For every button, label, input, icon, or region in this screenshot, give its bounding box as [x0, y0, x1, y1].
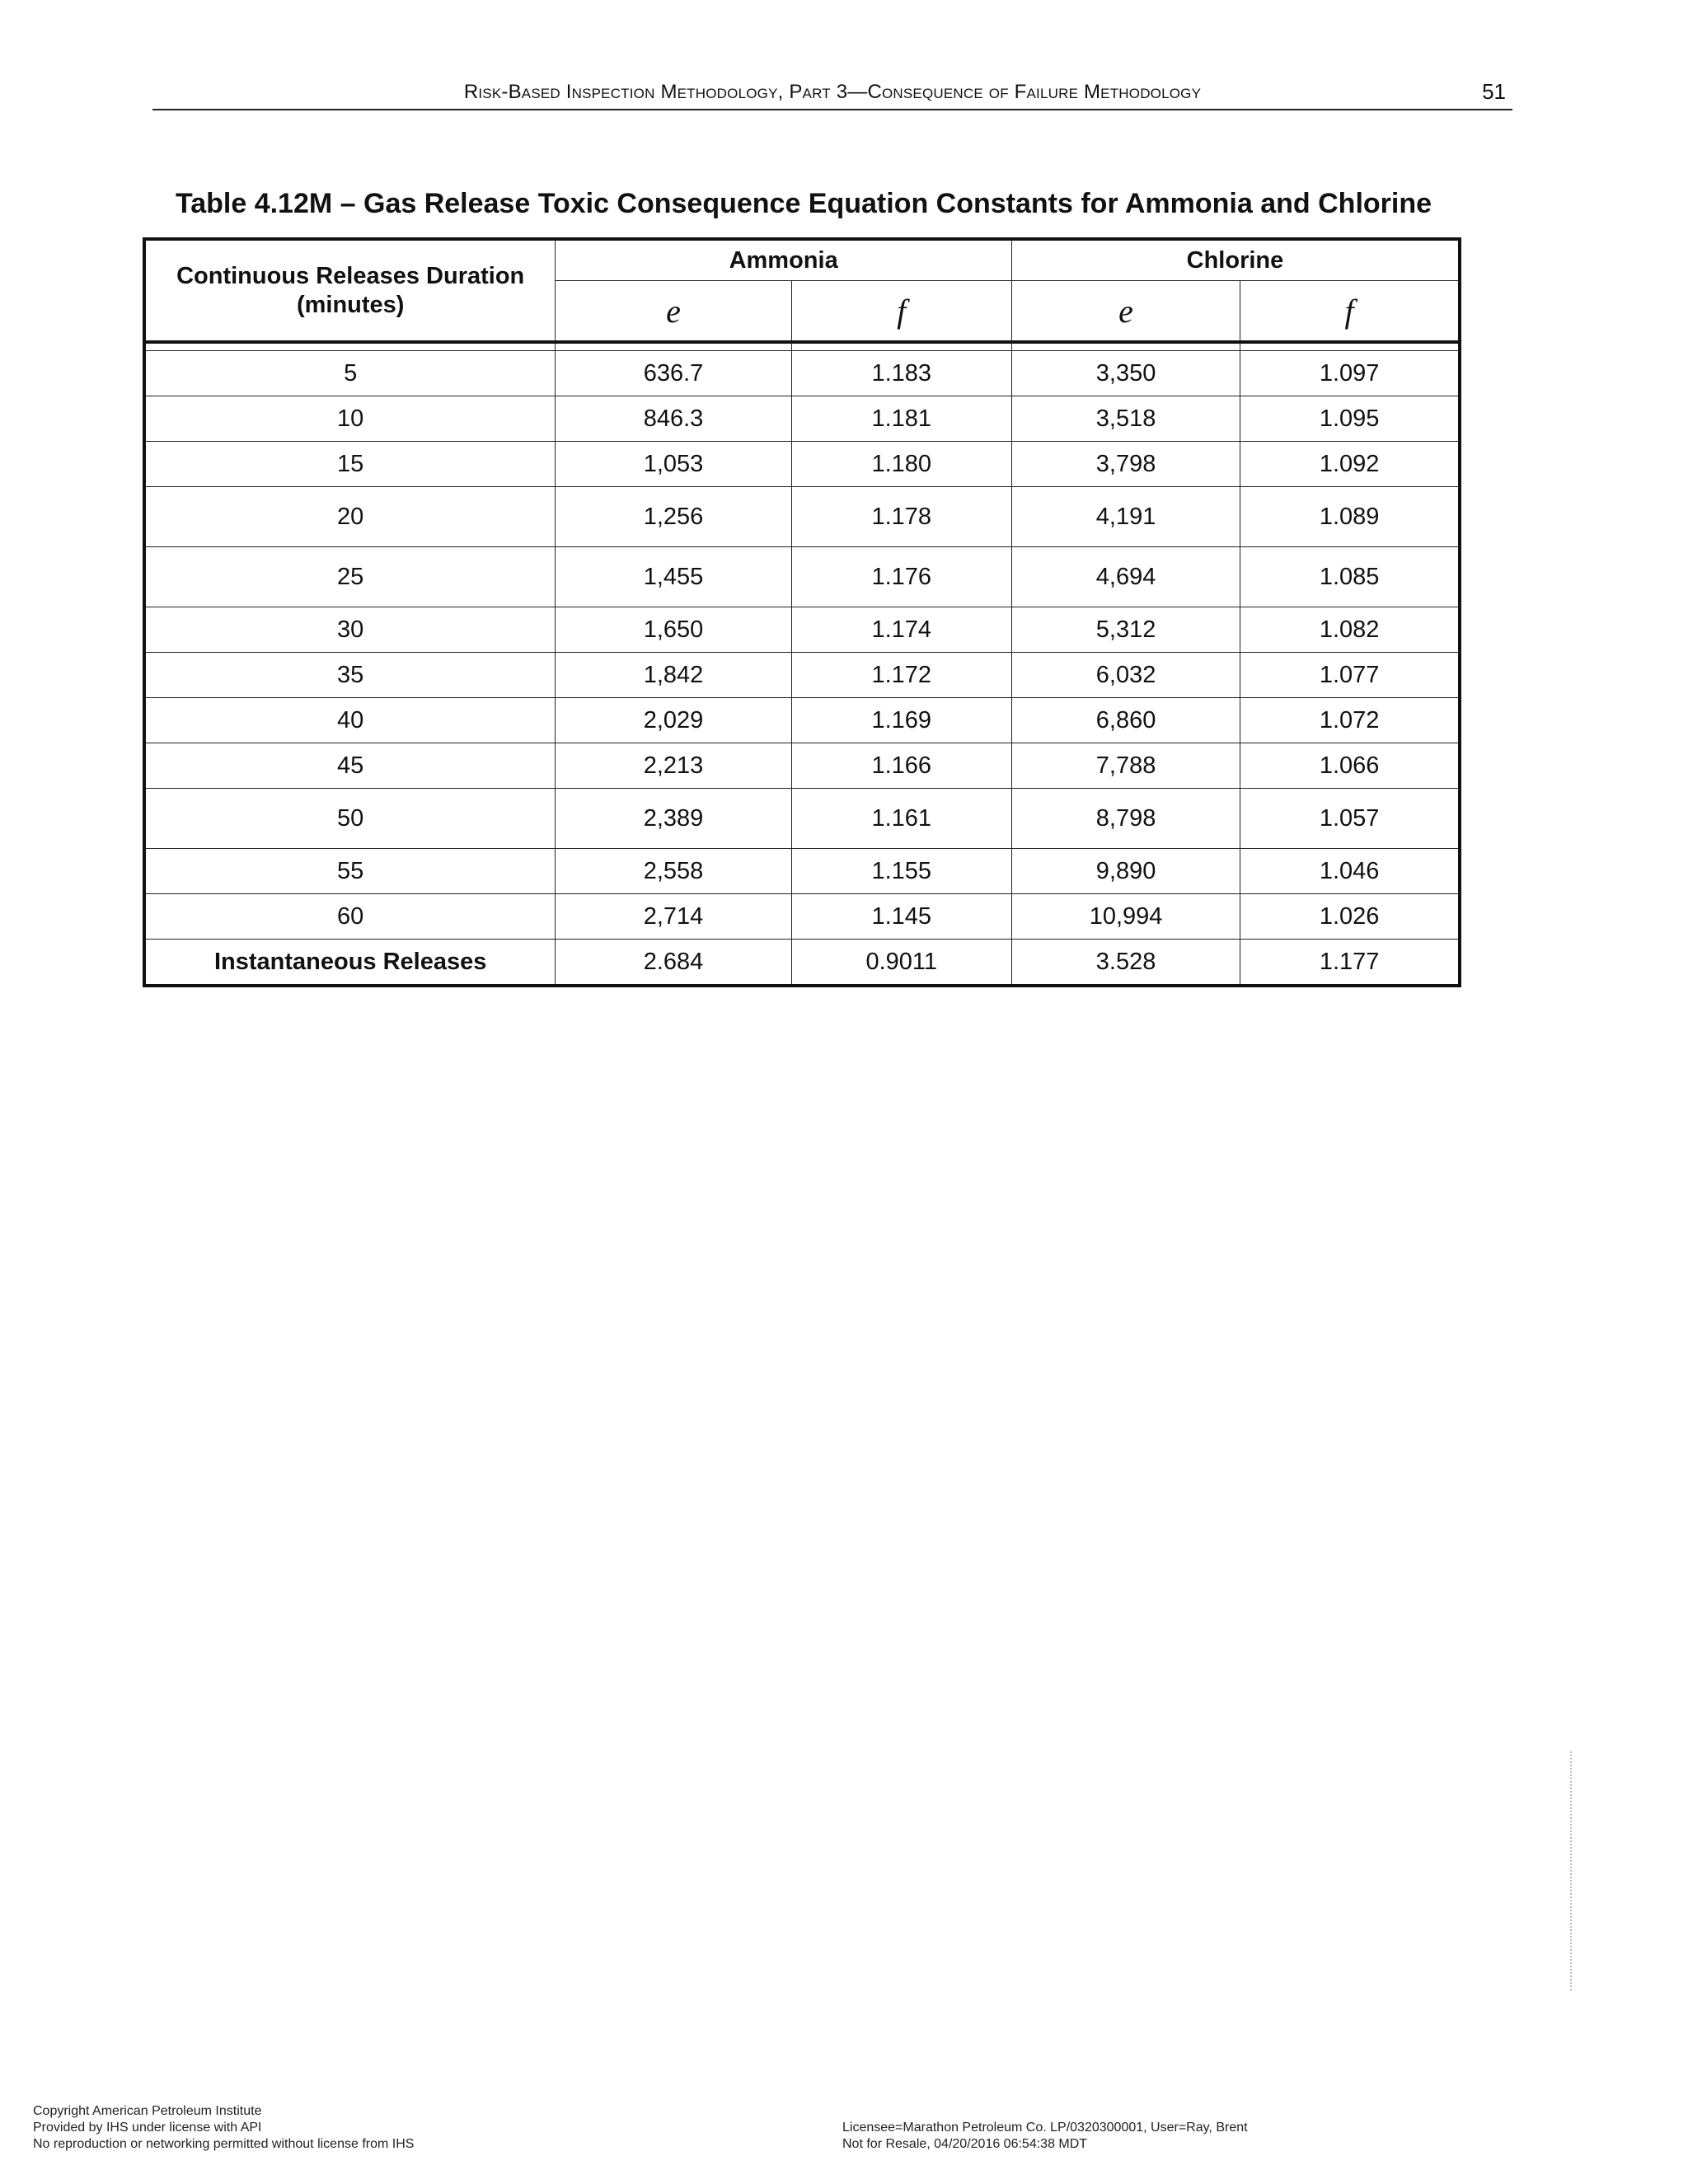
table-cell: 1,053: [556, 442, 791, 487]
table-cell: 3,518: [1011, 396, 1240, 442]
table-row: [144, 547, 1460, 607]
table-cell: 1.026: [1240, 894, 1460, 940]
footer-line: Licensee=Marathon Petroleum Co. LP/0320300001, User=Ray, Brent: [842, 2121, 1248, 2135]
row-label: 25: [144, 547, 556, 607]
group-header-chlorine: Chlorine: [1011, 239, 1460, 281]
row-label: 5: [144, 351, 556, 396]
footer-line: Provided by IHS under license with API: [33, 2121, 262, 2135]
subcol-ammonia-f: f: [791, 281, 1011, 343]
table-row: [144, 351, 1460, 396]
table-cell: 1.172: [791, 653, 1011, 698]
row-label: 50: [144, 789, 556, 849]
table-cell: 1.046: [1240, 849, 1460, 894]
footer-line: Not for Resale, 04/20/2016 06:54:38 MDT: [842, 2137, 1088, 2151]
table-cell: 8,798: [1011, 789, 1240, 849]
subcol-ammonia-e: e: [556, 281, 791, 343]
table-row: [144, 698, 1460, 743]
table-cell: 9,890: [1011, 849, 1240, 894]
table-cell: 1.181: [791, 396, 1011, 442]
row-header-duration: Continuous Releases Duration (minutes): [144, 239, 556, 342]
table-cell: 7,788: [1011, 743, 1240, 789]
table-cell: 1.178: [791, 487, 1011, 547]
table-cell: 1.180: [791, 442, 1011, 487]
table-caption: Table 4.12M – Gas Release Toxic Consequence Equation Constants for Ammonia and Chlorine: [175, 188, 1432, 219]
row-label: 30: [144, 607, 556, 653]
footer-line: Copyright American Petroleum Institute: [33, 2104, 262, 2118]
table-row: [144, 894, 1460, 940]
row-label: 55: [144, 849, 556, 894]
table-cell: 1.082: [1240, 607, 1460, 653]
row-label: 15: [144, 442, 556, 487]
table-row: [144, 396, 1460, 442]
row-label: 45: [144, 743, 556, 789]
table-cell: 1.145: [791, 894, 1011, 940]
constants-table: [143, 237, 1461, 987]
table-row: [144, 743, 1460, 789]
table-row: [144, 849, 1460, 894]
table-cell: 2.684: [556, 940, 791, 987]
spacer-row: [144, 342, 1460, 351]
table-cell: 1.057: [1240, 789, 1460, 849]
table-cell: 1.072: [1240, 698, 1460, 743]
table-cell: 1,455: [556, 547, 791, 607]
table-cell: 1.095: [1240, 396, 1460, 442]
table-row: [144, 487, 1460, 547]
row-label: 40: [144, 698, 556, 743]
subcol-chlorine-e: e: [1011, 281, 1240, 343]
table-cell: 2,558: [556, 849, 791, 894]
table-row: [144, 940, 1460, 987]
table-cell: 1.089: [1240, 487, 1460, 547]
table-row: [144, 607, 1460, 653]
table-cell: 2,213: [556, 743, 791, 789]
table-cell: 1.174: [791, 607, 1011, 653]
table-cell: 1.176: [791, 547, 1011, 607]
table-cell: 1,256: [556, 487, 791, 547]
subcol-chlorine-f: f: [1240, 281, 1460, 343]
group-header-ammonia: Ammonia: [556, 239, 1012, 281]
table-cell: 1.177: [1240, 940, 1460, 987]
row-label: 35: [144, 653, 556, 698]
running-header: [152, 77, 1512, 110]
table-cell: 10,994: [1011, 894, 1240, 940]
table-body: [144, 342, 1460, 986]
row-label: 10: [144, 396, 556, 442]
table-cell: 2,714: [556, 894, 791, 940]
table-cell: 1.183: [791, 351, 1011, 396]
row-label: 60: [144, 894, 556, 940]
row-label: Instantaneous Releases: [144, 940, 556, 987]
table-cell: 1,650: [556, 607, 791, 653]
table-cell: 1.155: [791, 849, 1011, 894]
table-cell: 1.077: [1240, 653, 1460, 698]
table-cell: 5,312: [1011, 607, 1240, 653]
table-cell: 1.161: [791, 789, 1011, 849]
table-cell: 1.092: [1240, 442, 1460, 487]
table-cell: 2,029: [556, 698, 791, 743]
table-row: [144, 442, 1460, 487]
table-cell: 1.097: [1240, 351, 1460, 396]
table-cell: 1.085: [1240, 547, 1460, 607]
table-cell: 6,860: [1011, 698, 1240, 743]
table-row: [144, 789, 1460, 849]
table-cell: 1.166: [791, 743, 1011, 789]
table-cell: 4,694: [1011, 547, 1240, 607]
table-cell: 1.066: [1240, 743, 1460, 789]
footer-line: No reproduction or networking permitted without license from IHS: [33, 2137, 415, 2151]
table-cell: 1,842: [556, 653, 791, 698]
table-cell: 6,032: [1011, 653, 1240, 698]
table-cell: 3,350: [1011, 351, 1240, 396]
table-cell: 1.169: [791, 698, 1011, 743]
row-label: 20: [144, 487, 556, 547]
footer-license: [842, 2120, 1248, 2153]
table-cell: 636.7: [556, 351, 791, 396]
table-cell: 2,389: [556, 789, 791, 849]
footer-copyright: [33, 2103, 414, 2153]
table-cell: 0.9011: [791, 940, 1011, 987]
table-cell: 3,798: [1011, 442, 1240, 487]
margin-mark: [1570, 1751, 1577, 1990]
table-row: [144, 653, 1460, 698]
page-number: 51: [1482, 79, 1506, 104]
running-header-title: Risk-Based Inspection Methodology, Part 3—Consequence of Failure Methodology: [463, 81, 1202, 103]
table-cell: 4,191: [1011, 487, 1240, 547]
table-cell: 3.528: [1011, 940, 1240, 987]
table-cell: 846.3: [556, 396, 791, 442]
